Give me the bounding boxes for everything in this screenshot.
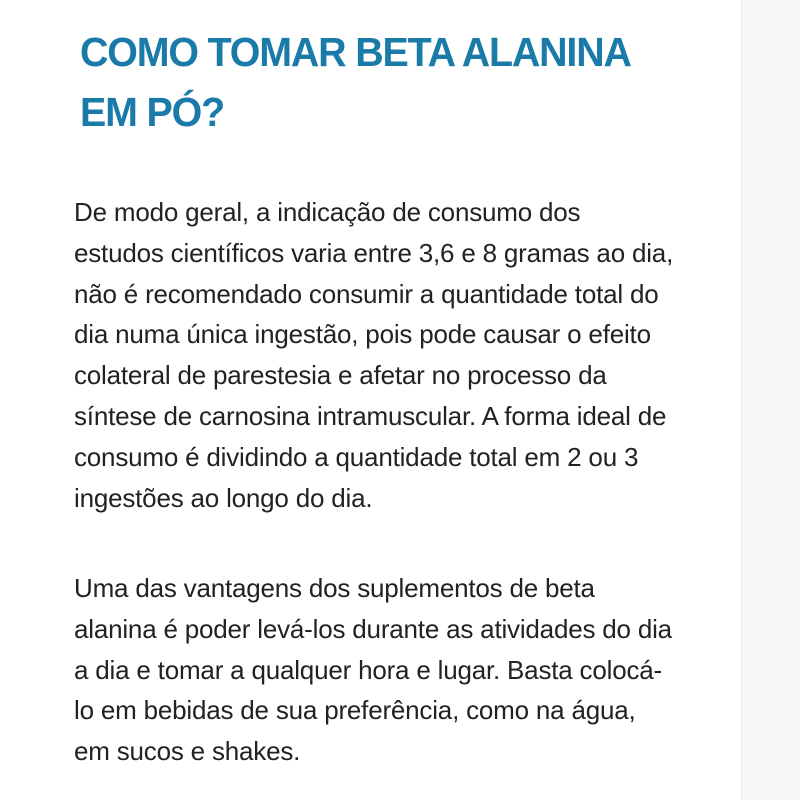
paragraph-line: alanina é poder levá-los durante as atividades do dia bbox=[74, 613, 672, 644]
paragraph-line: dia numa única ingestão, pois pode causar o efeito bbox=[74, 319, 651, 350]
right-gutter bbox=[741, 0, 800, 800]
paragraph-line: lo em bebidas de sua preferência, como na água, bbox=[74, 695, 636, 726]
paragraph-line: De modo geral, a indicação de consumo dos bbox=[74, 197, 581, 227]
paragraph-line: estudos científicos varia entre 3,6 e 8 gramas ao dia, bbox=[74, 237, 674, 268]
article-title bbox=[80, 22, 675, 142]
paragraph-line: colateral de parestesia e afetar no processo da bbox=[74, 360, 607, 391]
title-line: EM PÓ? bbox=[80, 89, 224, 135]
paragraph-line: síntese de carnosina intramuscular. A forma ideal de bbox=[74, 400, 667, 431]
paragraph-line: não é recomendado consumir a quantidade total do bbox=[74, 278, 659, 309]
title-line: COMO TOMAR BETA ALANINA bbox=[80, 29, 631, 75]
paragraph-line: ingestões ao longo do dia. bbox=[74, 482, 373, 513]
paragraph-dosage bbox=[74, 192, 734, 518]
paragraph-line: em sucos e shakes. bbox=[74, 736, 301, 767]
paragraph-line: Uma das vantagens dos suplementos de beta bbox=[74, 573, 595, 603]
paragraph-advantages bbox=[74, 568, 734, 772]
paragraph-line: a dia e tomar a qualquer hora e lugar. Basta colocá- bbox=[74, 654, 662, 685]
paragraph-line: consumo é dividindo a quantidade total em 2 ou 3 bbox=[74, 441, 639, 472]
